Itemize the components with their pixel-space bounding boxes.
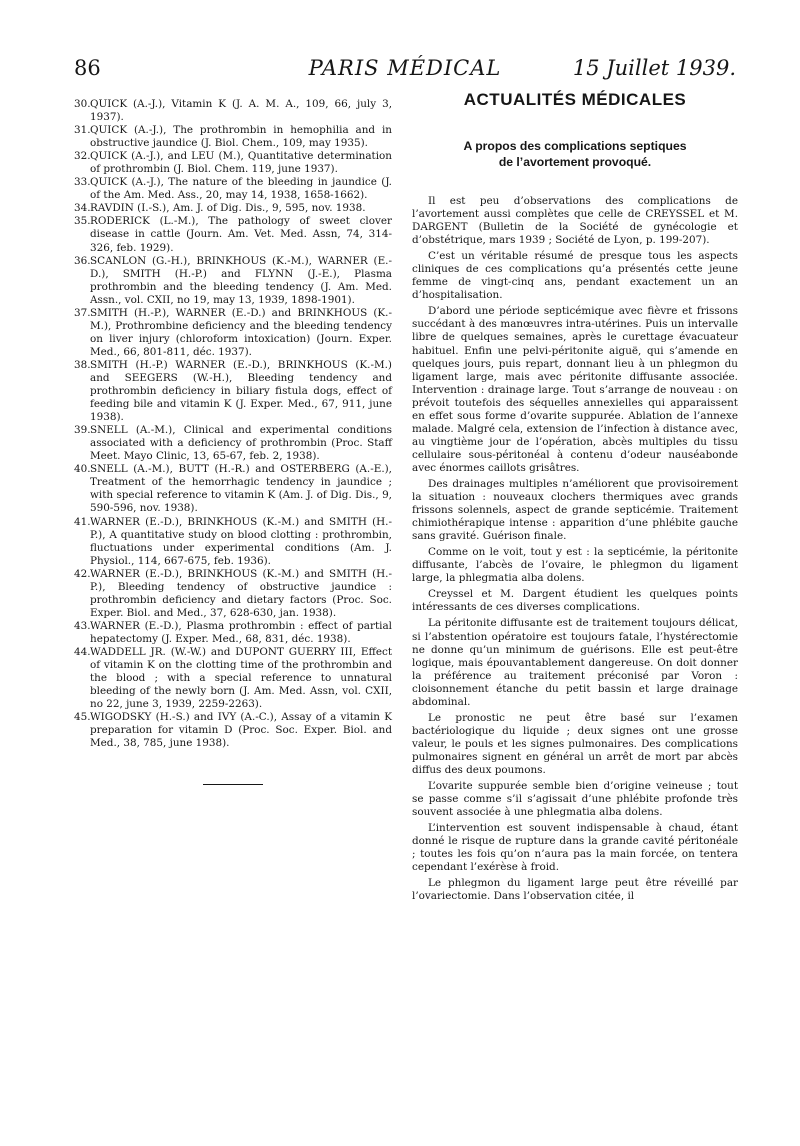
article-paragraph: Le phlegmon du ligament large peut être réveillé par l’ovariectomie. Dans l’observation citée, il bbox=[412, 877, 738, 903]
reference-item bbox=[74, 176, 392, 202]
reference-number: 42. bbox=[74, 567, 91, 580]
reference-item bbox=[74, 463, 392, 515]
journal-title: PARIS MÉDICAL bbox=[308, 56, 502, 80]
reference-text: SNELL (A.-M.), BUTT (H.-R.) and OSTERBERG (A.-E.), Treatment of the hemorrhagic tendency in jaundice ; with special reference to vitamin K (Am. J. of Dig. Dis., 9, 590-596, nov. 1938). bbox=[90, 463, 392, 515]
article-paragraph: D’abord une période septicémique avec fièvre et frissons succédant à des manœuvres intra-utérines. Puis un intervalle libre de quelques semaines, après le curettage évacuateur habituel. Enfin une pelvi-péritonite aiguë, qui s’amende en quelques jours, puis repart, donnant lieu à un phlegmon du ligament large, mais avec péritonite diffusante associée. Intervention : drainage large. Tout s’arrange de nouveau : on prévoit toutefois des séquelles annexielles qui apparaissent en effet sous forme d’ovarite suppurée. Ablation de l’annexe malade. Malgré cela, extension de l’infection à distance avec, au vingtième jour de l’opération, abcès multiples du tissu cellulaire sous-péritonéal à contenu d’odeur nauséabonde avec énormes caillots grisâtres. bbox=[412, 305, 738, 474]
reference-item bbox=[74, 620, 392, 646]
article-paragraph: L’intervention est souvent indispensable à chaud, étant donné le risque de rupture dans la grande cavité péritonéale ; toutes les fois qu’on n’aura pas la main forcée, on tentera cependant l’exérèse à froid. bbox=[412, 822, 738, 874]
reference-number: 36. bbox=[74, 254, 91, 267]
article-paragraph: Creyssel et M. Dargent étudient les quelques points intéressants de ces diverses complications. bbox=[412, 588, 738, 614]
reference-text: QUICK (A.-J.), The nature of the bleeding in jaundice (J. of the Am. Med. Ass., 20, may 14, 1938, 1658-1662). bbox=[90, 176, 392, 202]
reference-text: RAVDIN (I.-S.), Am. J. of Dig. Dis., 9, 595, nov. 1938. bbox=[90, 202, 366, 215]
reference-number: 31. bbox=[74, 124, 91, 137]
article-paragraph: L’ovarite suppurée semble bien d’origine veineuse ; tout se passe comme s’il s’agissait d’une phlébite profonde très souvent associée à une phlegmatia alba dolens. bbox=[412, 780, 738, 819]
article-title bbox=[412, 138, 738, 170]
reference-item bbox=[74, 359, 392, 424]
reference-text: SMITH (H.-P.), WARNER (E.-D.) and BRINKHOUS (K.-M.), Prothrombine deficiency and the bleeding tendency on liver injury (chloroform intoxication) (Journ. Exper. Med., 66, 801-811, déc. 1937). bbox=[90, 306, 392, 358]
article-paragraph: Il est peu d’observations des complications de l’avortement aussi complètes que celle de CREYSSEL et M. DARGENT (Bulletin de la Société de gynécologie et d’obstétrique, mars 1939 ; Société de Lyon, p. 199-207). bbox=[412, 195, 738, 247]
article-paragraph: C’est un véritable résumé de presque tous les aspects cliniques de ces complications qu’a présentés cette jeune femme de vingt-cinq ans, pendant exactement un an d’hospitalisation. bbox=[412, 250, 738, 302]
reference-number: 44. bbox=[74, 645, 91, 658]
reference-number: 39. bbox=[74, 424, 91, 437]
reference-text: QUICK (A.-J.), and LEU (M.), Quantitative determination of prothrombin (J. Biol. Chem. 119, june 1937). bbox=[90, 150, 392, 176]
reference-item bbox=[74, 124, 392, 150]
reference-item bbox=[74, 424, 392, 463]
article-paragraph: Comme on le voit, tout y est : la septicémie, la péritonite diffusante, l’abcès de l’ovaire, le phlegmon du ligament large, la phlegmatia alba dolens. bbox=[412, 546, 738, 585]
reference-number: 34. bbox=[74, 202, 91, 215]
column-end-rule bbox=[203, 784, 263, 785]
section-heading: ACTUALITÉS MÉDICALES bbox=[463, 90, 687, 109]
reference-text: SCANLON (G.-H.), BRINKHOUS (K.-M.), WARNER (E.-D.), SMITH (H.-P.) and FLYNN (J.-E.), Plasma prothrombin and the bleeding tendency (J. Am. Med. Assn., vol. CXII, no 19, may 13, 1939, 1898-1901). bbox=[90, 254, 392, 306]
page-number: 86 bbox=[74, 56, 101, 80]
reference-item bbox=[74, 516, 392, 568]
reference-number: 41. bbox=[74, 515, 91, 528]
reference-number: 33. bbox=[74, 176, 91, 189]
reference-item bbox=[74, 202, 392, 215]
reference-item bbox=[74, 215, 392, 254]
article-paragraph: Des drainages multiples n’améliorent que provisoirement la situation : nouveaux clochers thermiques avec grands frissons solennels, aspect de grande septicémie. Traitement chimiothérapique intense : apparition d’une phlébite gauche sans gravité. Guérison finale. bbox=[412, 477, 738, 543]
reference-text: WIGODSKY (H.-S.) and IVY (A.-C.), Assay of a vitamin K preparation for vitamin D (Proc. Soc. Exper. Biol. and Med., 38, 785, june 1938). bbox=[90, 711, 392, 750]
reference-number: 45. bbox=[74, 711, 91, 724]
reference-text: WARNER (E.-D.), BRINKHOUS (K.-M.) and SMITH (H.-P.), A quantitative study on blood clotting : prothrombin, fluctuations under experimental conditions (Am. J. Physiol., 114, 667-675, feb. 1936). bbox=[90, 515, 392, 567]
reference-item bbox=[74, 568, 392, 620]
reference-item bbox=[74, 646, 392, 711]
reference-number: 35. bbox=[74, 215, 91, 228]
references-column bbox=[74, 98, 392, 785]
reference-text: SMITH (H.-P.) WARNER (E.-D.), BRINKHOUS (K.-M.) and SEEGERS (W.-H.), Bleeding tendency and prothrombin deficiency in biliary fistula dogs, effect of feeding bile and vitamin K (J. Exper. Med., 67, 911, june 1938). bbox=[90, 358, 392, 424]
running-header bbox=[74, 56, 736, 86]
reference-number: 43. bbox=[74, 619, 91, 632]
reference-number: 37. bbox=[74, 306, 91, 319]
article-title-line: de l’avortement provoqué. bbox=[498, 155, 652, 169]
reference-text: WADDELL JR. (W.-W.) and DUPONT GUERRY III, Effect of vitamin K on the clotting time of the prothrombin and the blood ; with a special reference to unnatural bleeding of the newly born (J. Am. Med. Assn, vol. CXII, no 22, june 3, 1939, 2259-2263). bbox=[90, 645, 392, 711]
reference-number: 38. bbox=[74, 358, 91, 371]
reference-item bbox=[74, 307, 392, 359]
issue-date: 15 Juillet 1939. bbox=[572, 56, 736, 80]
reference-number: 32. bbox=[74, 150, 91, 163]
reference-text: SNELL (A.-M.), Clinical and experimental conditions associated with a deficiency of prothrombin (Proc. Staff Meet. Mayo Clinic, 13, 65-67, feb. 2, 1938). bbox=[90, 424, 392, 463]
article-paragraph: Le pronostic ne peut être basé sur l’examen bactériologique du liquide ; deux signes ont une grosse valeur, le pouls et les signes pulmonaires. Des complications pulmonaires signent en général un arrêt de mort par abcès diffus des deux poumons. bbox=[412, 711, 738, 776]
reference-text: QUICK (A.-J.), The prothrombin in hemophilia and in obstructive jaundice (J. Biol. Chem., 109, may 1935). bbox=[90, 124, 392, 150]
reference-item bbox=[74, 255, 392, 307]
reference-text: RODERICK (L.-M.), The pathology of sweet clover disease in cattle (Journ. Am. Vet. Med. Assn, 74, 314-326, feb. 1929). bbox=[90, 215, 392, 254]
reference-text: QUICK (A.-J.), Vitamin K (J. A. M. A., 109, 66, july 3, 1937). bbox=[90, 98, 392, 124]
reference-item bbox=[74, 711, 392, 750]
reference-number: 40. bbox=[74, 463, 91, 476]
article-title-line: A propos des complications septiques bbox=[463, 139, 687, 153]
reference-text: WARNER (E.-D.), BRINKHOUS (K.-M.) and SMITH (H.-P.), Bleeding tendency of obstructive jaundice : prothrombin deficiency and dietary factors (Proc. Soc. Exper. Biol. and Med., 37, 628-630, jan. 1938). bbox=[90, 567, 392, 619]
article-column bbox=[412, 90, 738, 906]
article-paragraph: La péritonite diffusante est de traitement toujours délicat, si l’abstention opératoire est toujours fatale, l’hystérectomie ne donne qu’un minimum de guérisons. Elle est peut-être logique, mais épouvantablement dangereuse. On doit donner la préférence au traitement préconisé par Voron : cloisonnement étanche du petit bassin et large drainage abdominal. bbox=[412, 617, 738, 708]
reference-item bbox=[74, 150, 392, 176]
reference-item bbox=[74, 98, 392, 124]
reference-text: WARNER (E.-D.), Plasma prothrombin : effect of partial hepatectomy (J. Exper. Med., 68, 831, déc. 1938). bbox=[90, 619, 392, 645]
reference-number: 30. bbox=[74, 98, 91, 110]
